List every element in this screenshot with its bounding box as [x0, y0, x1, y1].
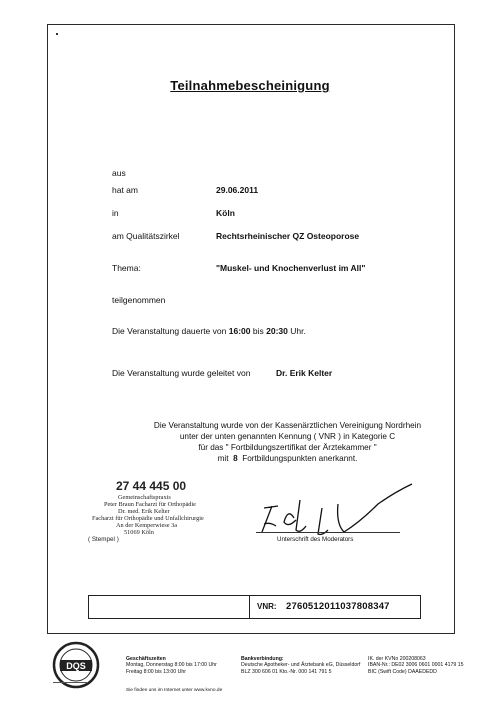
- duration-to: 20:30: [266, 326, 288, 336]
- label-theme: Thema:: [112, 263, 141, 273]
- label-circle: am Qualitätszirkel: [112, 231, 180, 241]
- accreditation-suffix: Fortbildungspunkten anerkannt.: [242, 454, 358, 463]
- moderator-signature: [250, 478, 430, 538]
- label-aus: aus: [112, 168, 126, 178]
- footer-bank-line-2: BLZ 300 606 01 Kto.-Nr. 000 141 791 5: [241, 668, 332, 675]
- svg-text:DQS: DQS: [66, 661, 86, 671]
- stamp-line-6: 51069 Köln: [124, 529, 154, 536]
- accreditation-line-1: Die Veranstaltung wurde von der Kassenärztlichen Vereinigung Nordrhein: [153, 421, 422, 430]
- label-participated: teilgenommen: [112, 295, 166, 305]
- stamp-number: 27 44 445 00: [116, 479, 187, 493]
- document-title: Teilnahmebescheinigung: [170, 78, 330, 93]
- value-place: Köln: [216, 208, 235, 218]
- logo-underline: [53, 682, 87, 683]
- stamp-line-5: An der Kemperwiese 3a: [116, 522, 178, 529]
- vnr-box: [88, 595, 421, 619]
- duration-middle: bis: [252, 326, 264, 336]
- value-circle: Rechtsrheinischer QZ Osteoporose: [216, 231, 360, 241]
- stamp-line-1: Gemeinschaftspraxis: [118, 494, 171, 501]
- accreditation-line-3: für das " Fortbildungszertifikat der Ärztekammer ": [198, 443, 377, 452]
- value-theme: "Muskel- und Knochenverlust im All": [216, 263, 366, 273]
- footer-hours-line-1: Montag, Donnerstag 8:00 bis 17:00 Uhr: [126, 662, 217, 669]
- footer-hours: [126, 656, 217, 675]
- vnr-divider: [249, 596, 250, 618]
- label-date: hat am: [112, 185, 138, 195]
- duration-from: 16:00: [228, 326, 251, 336]
- accreditation-text: [0, 420, 500, 464]
- signature-caption: Unterschrift des Moderators: [277, 536, 354, 543]
- footer-web-link[interactable]: Sie finden uns im Internet unter www.kvno.de: [126, 688, 223, 693]
- footer-hours-line-2: Freitag 8:00 bis 13:00 Uhr: [126, 668, 186, 675]
- footer-ids: [368, 656, 463, 675]
- stamp-line-3: Dr. med. Erik Kelter: [118, 508, 170, 515]
- moderator-prefix: Die Veranstaltung wurde geleitet von: [112, 368, 251, 378]
- accreditation-mit: mit: [217, 454, 229, 463]
- corner-mark: [56, 33, 58, 35]
- footer-ids-line-3: BIC (Swift Code) DAAEDEDD: [368, 668, 437, 675]
- footer-bank-heading: Bankverbindung:: [241, 656, 284, 662]
- footer-hours-heading: Geschäftszeiten: [126, 656, 166, 662]
- duration-suffix: Uhr.: [290, 326, 306, 336]
- duration-sentence: [112, 326, 306, 336]
- stamp-line-2: Peter Braun Facharzt für Orthopädie: [104, 501, 196, 508]
- value-date: 29.06.2011: [216, 185, 259, 195]
- duration-prefix: Die Veranstaltung dauerte von: [112, 326, 227, 336]
- vnr-value: 2760512011037808347: [286, 601, 390, 612]
- vnr-label: VNR:: [257, 602, 277, 611]
- footer-bank-line-1: Deutsche Apotheker- und Ärztebank eG, Düsseldorf: [241, 662, 361, 669]
- footer-ids-line-1: IK. der KVNo 200208063: [368, 656, 426, 662]
- stamp-line-4: Facharzt für Orthopädie und Unfallchirurgie: [92, 515, 204, 522]
- moderator-name: Dr. Erik Kelter: [276, 368, 333, 378]
- footer-bank: [241, 656, 360, 675]
- accreditation-line-4: [0, 453, 500, 464]
- label-place: in: [112, 208, 119, 218]
- footer-ids-line-2: IBAN-Nr.: DE02 3006 0601 0001 4179 15: [368, 662, 464, 669]
- stamp-label: ( Stempel ): [88, 536, 119, 543]
- accreditation-line-2: unter der unten genannten Kennung ( VNR ) in Kategorie C: [179, 432, 396, 441]
- signature-line: [256, 532, 400, 533]
- accreditation-points: 8: [233, 454, 238, 463]
